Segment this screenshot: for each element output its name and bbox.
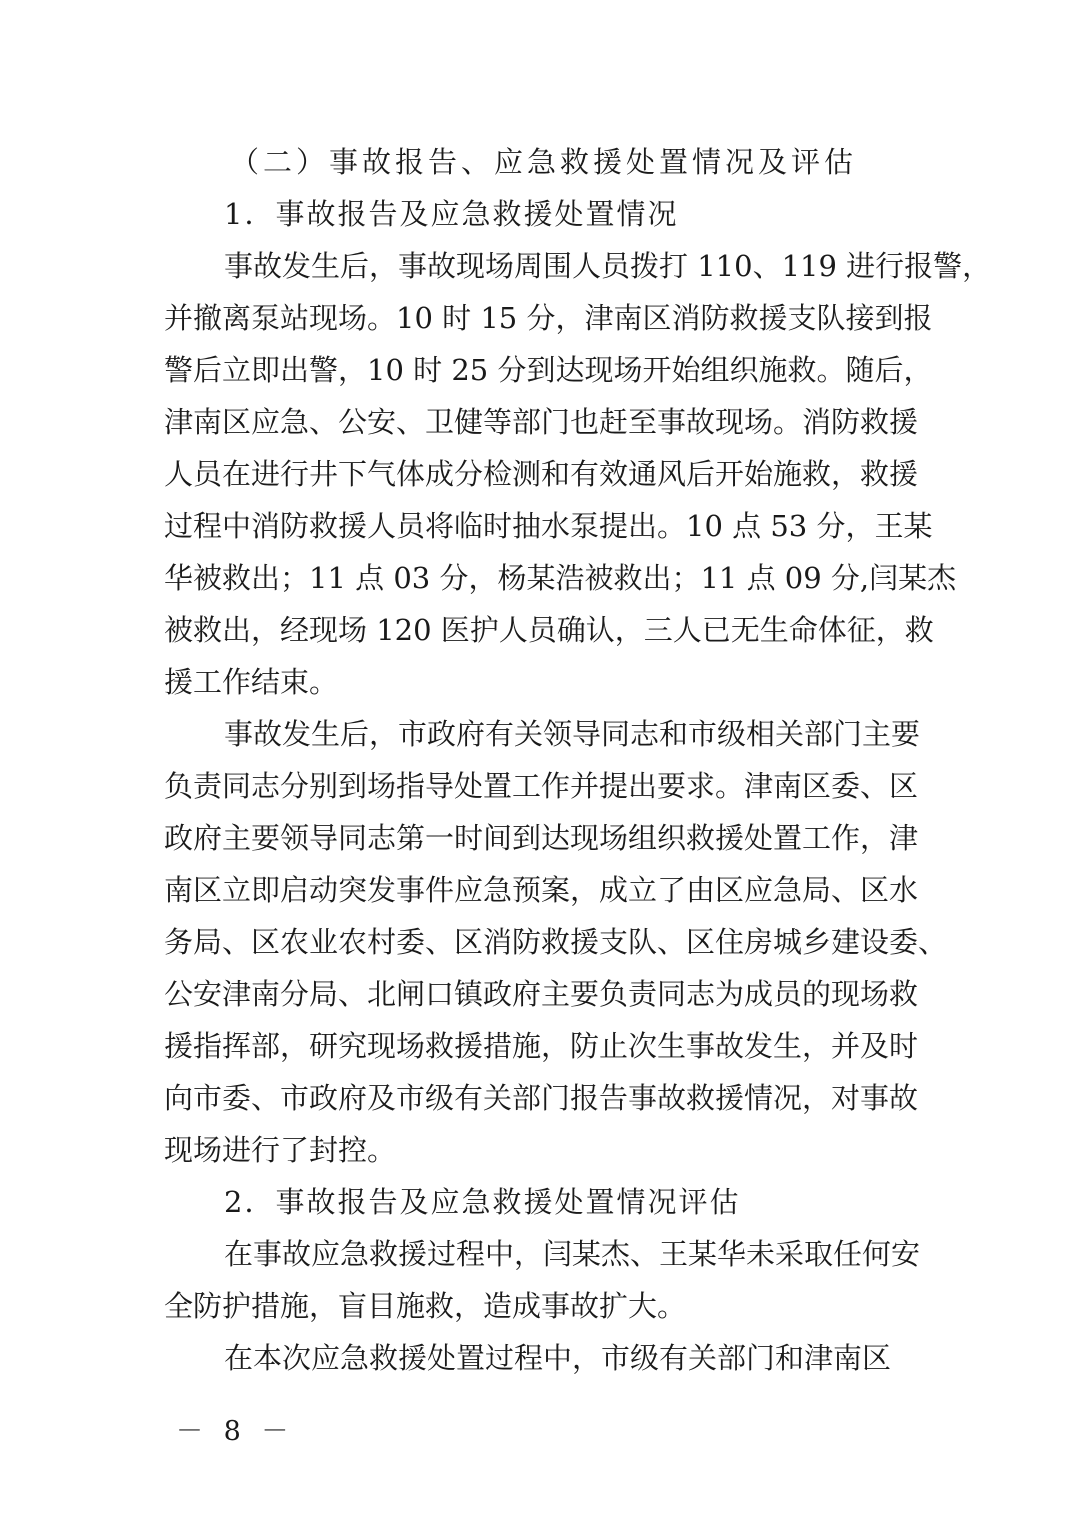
paragraph-line: 援指挥部，研究现场救援措施，防止次生事故发生，并及时 <box>164 1029 919 1063</box>
paragraph-rescue-timeline <box>164 240 992 708</box>
paragraph-continued <box>164 1332 916 1384</box>
paragraph-line: 人员在进行井下气体成分检测和有效通风后开始施救，救援 <box>164 457 919 491</box>
section-heading: （二）事故报告、应急救援处置情况及评估 <box>230 145 858 179</box>
paragraph-line: 警后立即出警，10 时 25 分到达现场开始组织施救。随后， <box>164 353 933 387</box>
document-body <box>164 136 992 1384</box>
paragraph-evaluation <box>164 1228 921 1332</box>
paragraph-line: 援工作结束。 <box>164 665 339 699</box>
paragraph-line: 全防护措施，盲目施救，造成事故扩大。 <box>164 1289 687 1323</box>
paragraph-line: 负责同志分别到场指导处置工作并提出要求。津南区委、区 <box>164 769 919 803</box>
subheading-evaluation: 2．事故报告及应急救援处置情况评估 <box>224 1185 741 1219</box>
page-number: － 8 － <box>176 1416 295 1447</box>
paragraph-line: 政府主要领导同志第一时间到达现场组织救援处置工作，津 <box>164 821 919 855</box>
subheading-report-and-rescue: 1．事故报告及应急救援处置情况 <box>224 197 679 231</box>
paragraph-line: 向市委、市政府及市级有关部门报告事故救援情况，对事故 <box>164 1081 919 1115</box>
paragraph-government-response <box>164 708 948 1176</box>
paragraph-line: 南区立即启动突发事件应急预案，成立了由区应急局、区水 <box>164 873 919 907</box>
paragraph-line: 津南区应急、公安、卫健等部门也赶至事故现场。消防救援 <box>164 405 919 439</box>
paragraph-line: 公安津南分局、北闸口镇政府主要负责同志为成员的现场救 <box>164 977 919 1011</box>
paragraph-line: 在本次应急救援处置过程中，市级有关部门和津南区 <box>224 1341 892 1375</box>
paragraph-line: 务局、区农业农村委、区消防救援支队、区住房城乡建设委、 <box>164 925 948 959</box>
paragraph-line: 过程中消防救援人员将临时抽水泵提出。10 点 53 分，王某 <box>164 509 933 543</box>
paragraph-line: 在事故应急救援过程中，闫某杰、王某华未采取任何安 <box>224 1237 921 1271</box>
paragraph-line: 现场进行了封控。 <box>164 1133 397 1167</box>
paragraph-line: 事故发生后，事故现场周围人员拨打 110、119 进行报警， <box>224 249 992 283</box>
paragraph-line: 并撤离泵站现场。10 时 15 分，津南区消防救援支队接到报 <box>164 301 933 335</box>
paragraph-line: 事故发生后，市政府有关领导同志和市级相关部门主要 <box>224 717 921 751</box>
paragraph-line: 华被救出；11 点 03 分，杨某浩被救出；11 点 09 分,闫某杰 <box>164 561 957 595</box>
paragraph-line: 被救出，经现场 120 医护人员确认，三人已无生命体征，救 <box>164 613 934 647</box>
